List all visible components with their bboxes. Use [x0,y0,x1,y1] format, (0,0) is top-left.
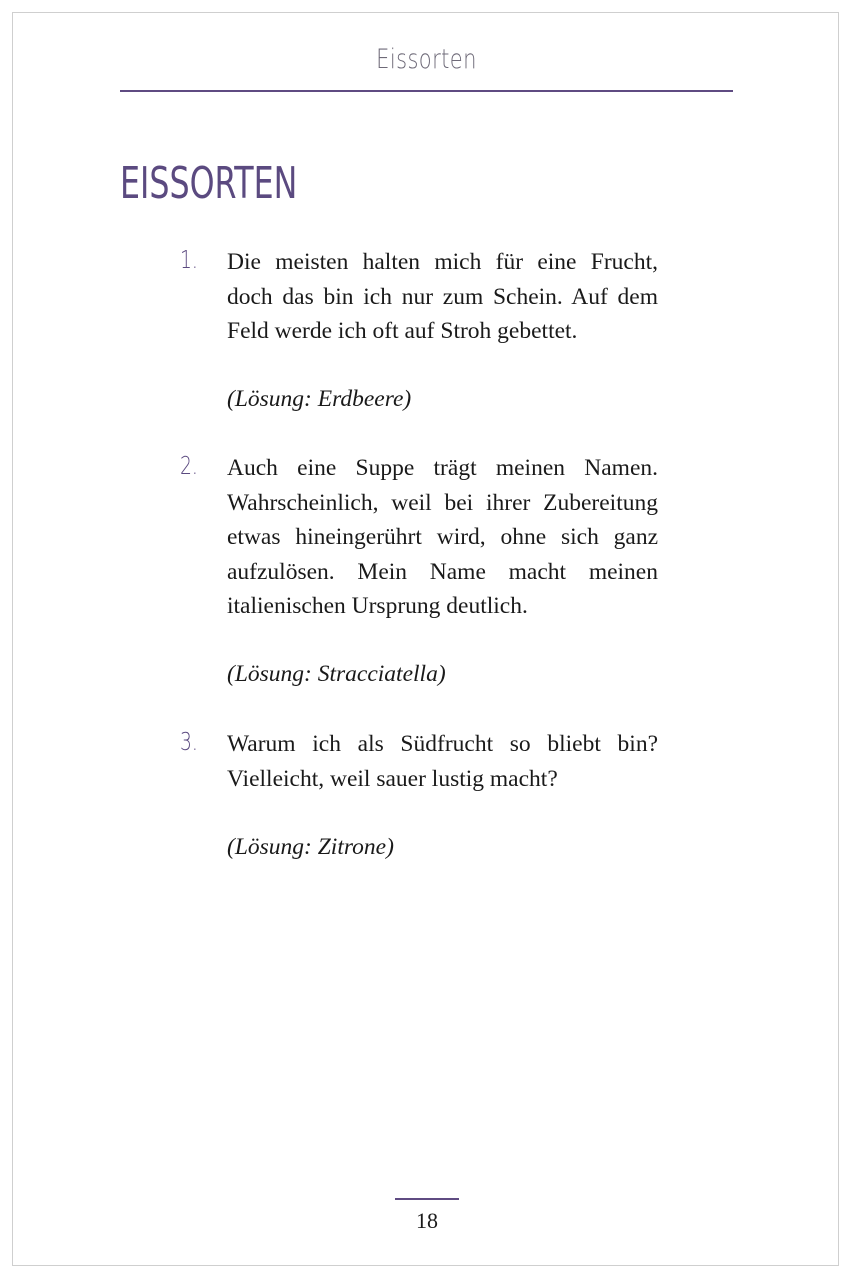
riddle-solution: (Lösung: Zitrone) [227,834,394,860]
chapter-title: EISSORTEN [120,158,298,209]
footer-rule [395,1198,459,1200]
riddle-solution: (Lösung: Stracciatella) [227,661,446,687]
riddle-solution: (Lösung: Erdbeere) [227,386,412,412]
riddle-text: Auch eine Suppe trägt meinen Namen. Wahrscheinlich, weil bei ihrer Zubereitung etwas hineingerührt wird, ohne sich ganz aufzulösen. Mein Name macht meinen italienischen Ursprung deutlich. [227,455,658,619]
riddle-number: 3. [180,727,198,756]
riddle-text: Die meisten halten mich für eine Frucht, doch das bin ich nur zum Schein. Auf dem Feld werde ich oft auf Stroh gebettet. [227,249,658,344]
riddle-number: 2. [180,451,198,480]
riddle-number: 1. [180,245,198,274]
running-head: Eissorten [376,44,477,75]
riddle-text: Warum ich als Südfrucht so bliebt bin? Vielleicht, weil sauer lustig macht? [227,731,658,792]
page-number: 18 [416,1208,438,1233]
header-rule [120,90,733,92]
